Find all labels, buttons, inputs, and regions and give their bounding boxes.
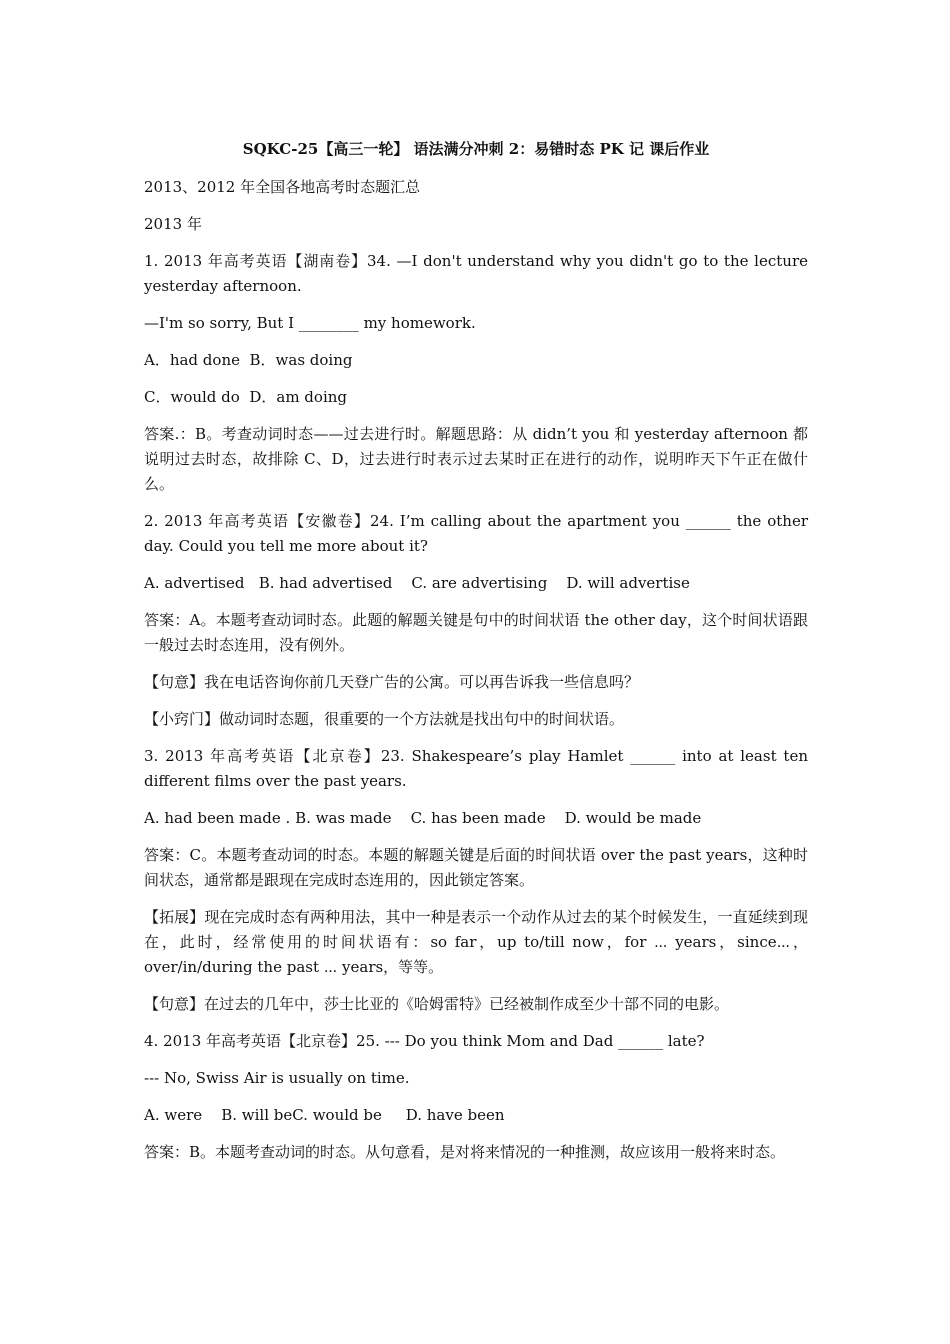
- question-2-meaning: 【句意】我在电话咨询你前几天登广告的公寓。可以再告诉我一些信息吗？: [144, 673, 640, 691]
- question-4-answer: 答案：B。本题考查动词的时态。从句意看，是对将来情况的一种推测，故应该用一般将来时态。: [144, 1143, 786, 1161]
- question-1-answer: 答案.：B。考查动词时态——过去进行时。解题思路：从 didn’t you 和 yesterday afternoon 都说明过去时态，故排除 C、D，过去进行时表示过去某时正在进行的动作，说明昨天下午正在做什么。: [144, 425, 808, 493]
- question-3-extension: 【拓展】现在完成时态有两种用法，其中一种是表示一个动作从过去的某个时候发生，一直延续到现在，此时，经常使用的时间状语有：so far，up to/till now，for ⋯ years，since⋯，over/in/during the past ⋯ years，等等。: [144, 908, 808, 976]
- question-4-options: A. were B. will beC. would be D. have been: [144, 1106, 505, 1124]
- question-3: 3. 2013 年高考英语【北京卷】23. Shakespeare’s play Hamlet ______ into at least ten different films over the past years.: [144, 747, 813, 790]
- year-heading: 2013 年: [144, 215, 202, 233]
- document-title: SQKC-25【高三一轮】 语法满分冲刺 2：易错时态 PK 记 课后作业: [242, 140, 710, 158]
- question-4-dialog: --- No, Swiss Air is usually on time.: [144, 1069, 410, 1087]
- question-1-options-ab: A．had done B．was doing: [144, 351, 353, 369]
- question-2-answer: 答案：A。本题考查动词时态。此题的解题关键是句中的时间状语 the other day，这个时间状语跟一般过去时态连用，没有例外。: [144, 611, 808, 654]
- question-1-dialog: —I'm so sorry, But I ________ my homework.: [144, 314, 476, 332]
- question-3-options: A. had been made . B. was made C. has been made D. would be made: [144, 809, 702, 827]
- question-4: 4. 2013 年高考英语【北京卷】25. --- Do you think Mom and Dad ______ late?: [144, 1032, 705, 1050]
- question-3-answer: 答案：C。本题考查动词的时态。本题的解题关键是后面的时间状语 over the past years，这种时间状态，通常都是跟现在完成时态连用的，因此锁定答案。: [144, 846, 808, 889]
- question-2-options: A. advertised B. had advertised C. are advertising D. will advertise: [144, 574, 690, 592]
- question-1: 1. 2013 年高考英语【湖南卷】34. —I don't understand why you didn't go to the lecture yesterday afternoon.: [144, 252, 813, 295]
- question-2-tip: 【小窍门】做动词时态题，很重要的一个方法就是找出句中的时间状语。: [144, 710, 625, 728]
- document-page: [144, 138, 813, 1177]
- section-heading: 2013、2012 年全国各地高考时态题汇总: [144, 178, 421, 196]
- question-1-options-cd: C．would do D．am doing: [144, 388, 347, 406]
- question-3-meaning: 【句意】在过去的几年中，莎士比亚的《哈姆雷特》已经被制作成至少十部不同的电影。: [144, 995, 730, 1013]
- question-2: 2. 2013 年高考英语【安徽卷】24. I’m calling about the apartment you ______ the other day. Could you tell me more about it?: [144, 512, 813, 555]
